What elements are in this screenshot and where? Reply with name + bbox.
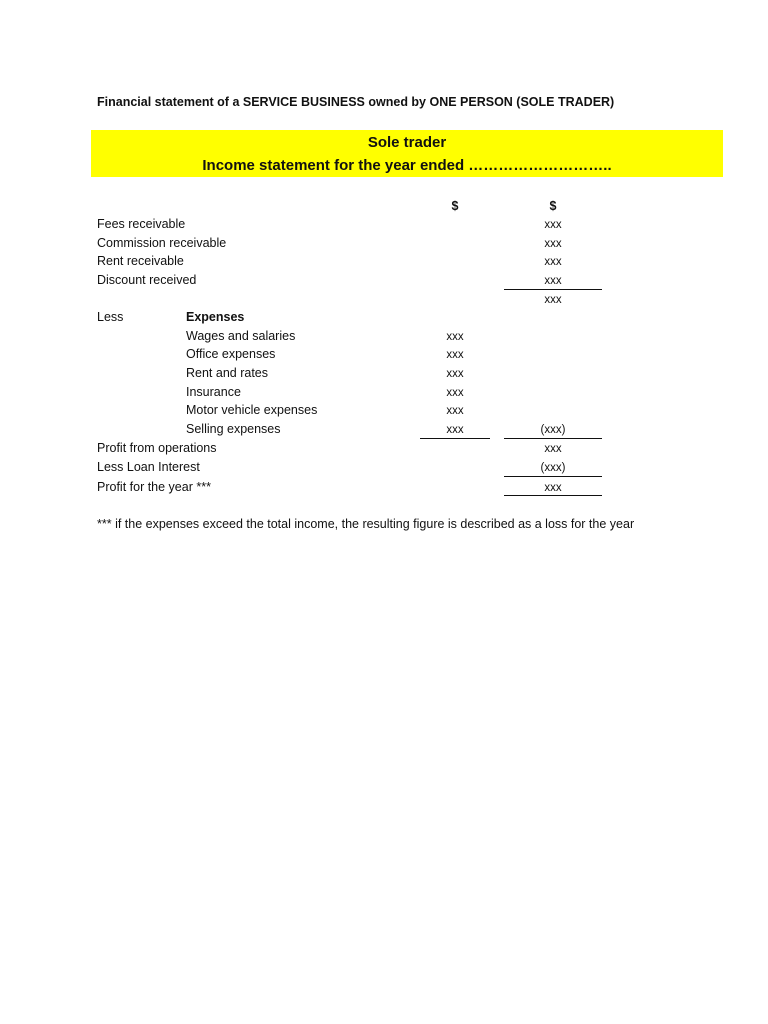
banner-line-income-statement: Income statement for the year ended ……………………….. [202,157,612,174]
profit-operations-value: xxx [544,443,562,455]
loan-interest-value: (xxx) [540,462,566,474]
expense-value-selling: xxx [446,424,464,436]
expense-label-office: Office expenses [186,347,276,361]
income-label-fees: Fees receivable [97,217,186,231]
profit-year-label: Profit for the year *** [97,480,211,494]
profit-year-rule [504,495,602,496]
expense-value-insurance: xxx [446,387,464,399]
column-header-2: $ [549,199,557,213]
expenses-col1-rule [420,438,490,439]
expense-value-wages: xxx [446,331,464,343]
profit-operations-label: Profit from operations [97,441,217,455]
less-label: Less [97,310,124,324]
expense-label-rent-rates: Rent and rates [186,366,268,380]
expenses-col2-rule [504,438,602,439]
income-label-rent: Rent receivable [97,254,184,268]
expense-value-rent-rates: xxx [446,368,464,380]
statement-banner [91,130,723,177]
loan-interest-label: Less Loan Interest [97,460,200,474]
expense-label-wages: Wages and salaries [186,329,296,343]
expense-value-motor: xxx [446,405,464,417]
expense-total-value: (xxx) [540,424,566,436]
expense-label-motor: Motor vehicle expenses [186,403,318,417]
income-label-commission: Commission receivable [97,236,227,250]
income-value-rent: xxx [544,256,562,268]
income-total-value: xxx [544,294,562,306]
profit-year-value: xxx [544,482,562,494]
income-value-discount: xxx [544,275,562,287]
column-header-1: $ [451,199,459,213]
expense-label-selling: Selling expenses [186,422,281,436]
banner-line-sole-trader: Sole trader [367,134,447,151]
income-value-fees: xxx [544,219,562,231]
document-title: Financial statement of a SERVICE BUSINESS owned by ONE PERSON (SOLE TRADER) [97,95,615,109]
expense-value-office: xxx [446,349,464,361]
expenses-heading: Expenses [186,310,245,324]
income-subtotal-rule [504,289,602,290]
income-value-commission: xxx [544,238,562,250]
loan-interest-rule [504,476,602,477]
expense-label-insurance: Insurance [186,385,241,399]
income-label-discount: Discount received [97,273,197,287]
footnote: *** if the expenses exceed the total income, the resulting figure is described as a loss for the year [97,517,635,531]
